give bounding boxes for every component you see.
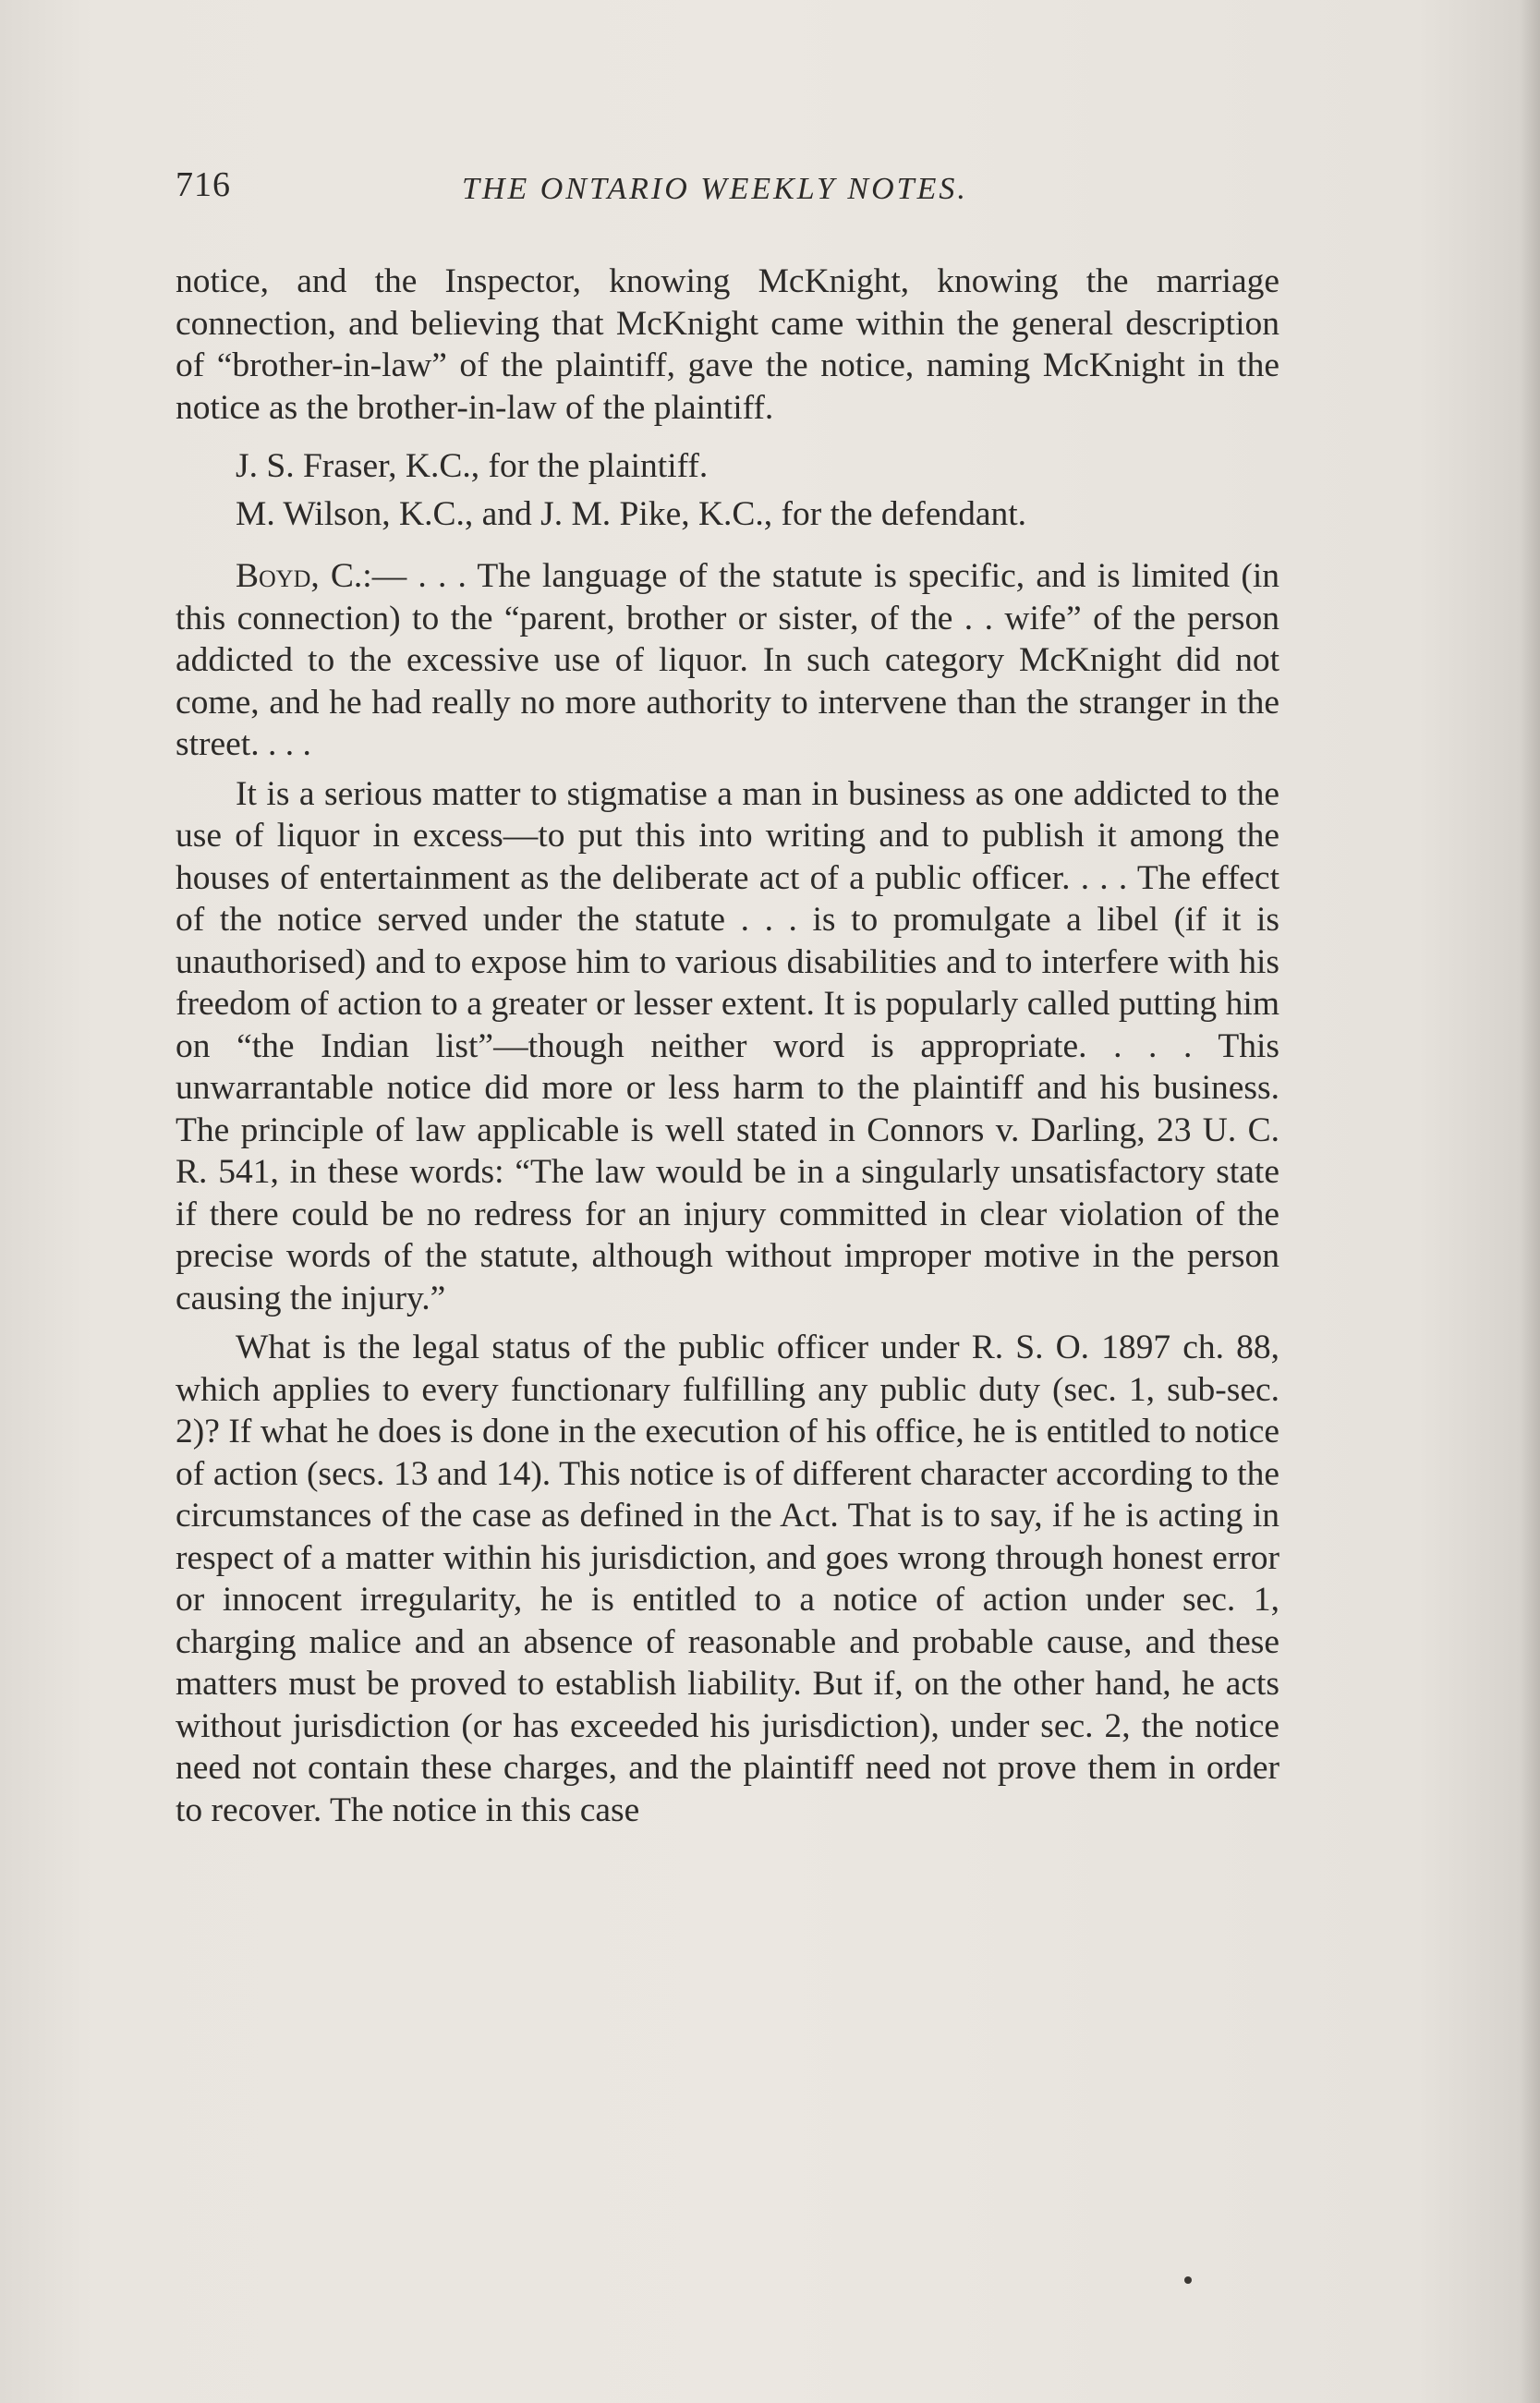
running-head bbox=[176, 164, 1270, 220]
page-edge-shadow bbox=[1520, 0, 1540, 2403]
paragraph-serious-matter: It is a serious matter to stigmatise a man in business as one addicted to the use of liquor in excess—to put this into writing and to publish it among the houses of entertainment as the deliberate act of a public officer. . . . The effect of the notice served under the statute . . . is to promulgate a libel (if it is unauthorised) and to expose him to various disabilities and to interfere with his freedom of action to a greater or lesser extent. It is popularly called putting him on “the Indian list”—though neither word is appropriate. . . . This unwarrantable notice did more or less harm to the plaintiff and his business. The principle of law applicable is well stated in Connors v. Darling, 23 U. C. R. 541, in these words: “The law would be in a singularly unsatisfactory state if there could be no redress for an injury committed in clear violation of the precise words of the statute, although without improper motive in the person causing the injury.” bbox=[176, 774, 1279, 1317]
paragraph-continuation: notice, and the Inspector, knowing McKnight, knowing the marriage connection, and believing that McKnight came within the general description of “brother-in-law” of the plaintiff, gave the notice, naming McKnight in the notice as the brother-in-law of the plaintiff. bbox=[176, 262, 1279, 427]
counsel-for-plaintiff: J. S. Fraser, K.C., for the plaintiff. bbox=[236, 447, 709, 485]
counsel-for-defendant: M. Wilson, K.C., and J. M. Pike, K.C., for the defendant. bbox=[236, 494, 1027, 533]
body-text bbox=[176, 261, 1279, 1831]
ink-speck bbox=[1184, 2276, 1192, 2284]
judgment-opening-text: :— . . . The language of the statute is specific, and is limited (in this connection) to the “parent, brother or sister, of the . . wife” of the person addicted to the excessive use of liquor. In such category McKnight did not come, and he had really no more authority to intervene than the stranger in the street. . . . bbox=[176, 557, 1279, 763]
judgment-paragraph bbox=[176, 555, 1279, 766]
judge-name: Boyd, C. bbox=[236, 557, 363, 595]
paragraph-legal-status: What is the legal status of the public officer under R. S. O. 1897 ch. 88, which applies to every functionary fulfilling any public duty (sec. 1, sub-sec. 2)? If what he does is done in the execution of his office, he is entitled to notice of action (secs. 13 and 14). This notice is of different character according to the circumstances of the case as defined in the Act. That is to say, if he is acting in respect of a matter within his jurisdiction, and goes wrong through honest error or innocent irregularity, he is entitled to a notice of action under sec. 1, charging malice and an absence of reasonable and probable cause, and these matters must be proved to establish liability. But if, on the other hand, he acts without jurisdiction (or has exceeded his jurisdiction), under sec. 2, the notice need not contain these charges, and the plaintiff need not prove them in order to recover. The notice in this case bbox=[176, 1329, 1279, 1829]
page-number: 716 bbox=[176, 165, 231, 204]
journal-title: THE ONTARIO WEEKLY NOTES. bbox=[462, 172, 968, 206]
